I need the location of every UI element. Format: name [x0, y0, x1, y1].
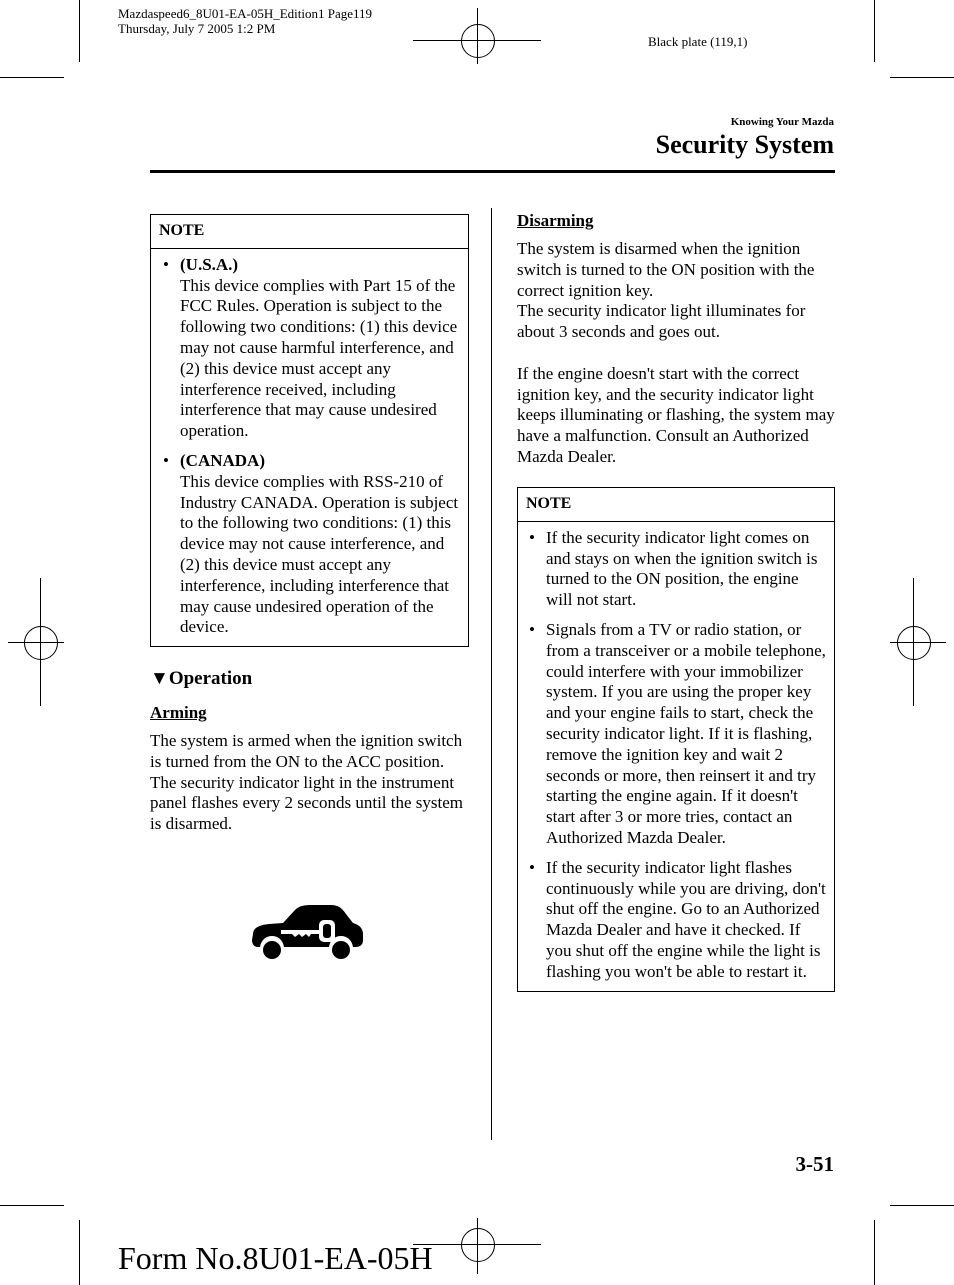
- operation-heading: [150, 668, 252, 690]
- security-indicator-car-key-icon: [249, 904, 364, 965]
- column-divider: [491, 208, 492, 1140]
- note-item-text: This device complies with RSS-210 of Industry CANADA. Operation is subject to the following two conditions: (1) this device may not cause interference, and (2) this device must accept any interference, including interference that may cause undesired operation of the device.: [180, 471, 459, 637]
- disarming-paragraph-3: If the engine doesn't start with the correct ignition key, and the security indicator light keeps illuminating or flashing, the system may have a malfunction. Consult an Authorized Mazda Dealer.: [517, 363, 835, 466]
- arming-paragraph-2: The security indicator light in the instrument panel flashes every 2 seconds until the system is disarmed.: [150, 772, 464, 834]
- print-metadata: [118, 6, 372, 36]
- note-label: NOTE: [151, 215, 468, 249]
- right-note-box: [517, 487, 835, 992]
- note-item-canada: [159, 451, 462, 638]
- bullet-icon: •: [529, 619, 535, 639]
- note-item-text: If the security indicator light comes on and stays on when the ignition switch is turned to the ON position, the engine will not start.: [546, 527, 818, 610]
- title-rule: [150, 170, 835, 173]
- note-item-text: If the security indicator light flashes continuously while you are driving, don't shut off the engine. Go to an Authorized Mazda Dealer and have it checked. If you shut off the engine while the light is flashing you won't be able to restart it.: [546, 857, 826, 981]
- note-item-text: Signals from a TV or radio station, or from a transceiver or a mobile telephone, could interfere with your immobilizer system. If you are using the proper key and your engine fails to start, check the security indicator light. If it is flashing, remove the ignition key and wait 2 seconds or more, then reinsert it and try starting the engine again. If it doesn't start after 3 or more tries, contact an Authorized Mazda Dealer.: [546, 619, 826, 847]
- bullet-icon: •: [529, 857, 535, 877]
- arming-heading: Arming: [150, 703, 207, 722]
- disarming-paragraph-1: The system is disarmed when the ignition switch is turned to the ON position with the correct ignition key.: [517, 239, 815, 300]
- note-item: [525, 620, 828, 849]
- arming-text: [150, 731, 468, 835]
- left-note-box: [150, 214, 469, 647]
- print-file-info: Mazdaspeed6_8U01-EA-05H_Edition1 Page119: [118, 6, 373, 21]
- note-item-heading: (CANADA): [180, 450, 265, 470]
- disarming-paragraph-2: The security indicator light illuminates for about 3 seconds and goes out.: [517, 301, 806, 342]
- disarming-heading: Disarming: [517, 211, 594, 230]
- triangle-down-icon: ▼: [150, 668, 169, 689]
- note-label: NOTE: [518, 488, 834, 522]
- note-body: [151, 249, 468, 646]
- bullet-icon: •: [529, 527, 535, 547]
- note-item-text: This device complies with Part 15 of the FCC Rules. Operation is subject to the following two conditions: (1) this device may not cause harmful interference, and (2) this device must accept any interference received, including interference that may cause undesired operation.: [180, 275, 458, 441]
- operation-heading-text: Operation: [168, 668, 253, 689]
- bullet-icon: •: [163, 254, 169, 274]
- note-item-usa: [159, 255, 462, 442]
- page-number: 3-51: [795, 1152, 834, 1176]
- disarming-text: [517, 239, 835, 468]
- note-body: [518, 522, 834, 991]
- note-item: [525, 858, 828, 983]
- note-item: [525, 528, 828, 611]
- section-label: Knowing Your Mazda: [730, 116, 834, 128]
- print-timestamp: Thursday, July 7 2005 1:2 PM: [118, 21, 276, 36]
- bullet-icon: •: [163, 450, 169, 470]
- plate-label: Black plate (119,1): [648, 34, 748, 49]
- form-number: Form No.8U01-EA-05H: [118, 1240, 433, 1276]
- note-item-heading: (U.S.A.): [180, 254, 239, 274]
- page-title: Security System: [655, 130, 834, 159]
- arming-paragraph-1: The system is armed when the ignition switch is turned from the ON to the ACC position.: [150, 731, 463, 771]
